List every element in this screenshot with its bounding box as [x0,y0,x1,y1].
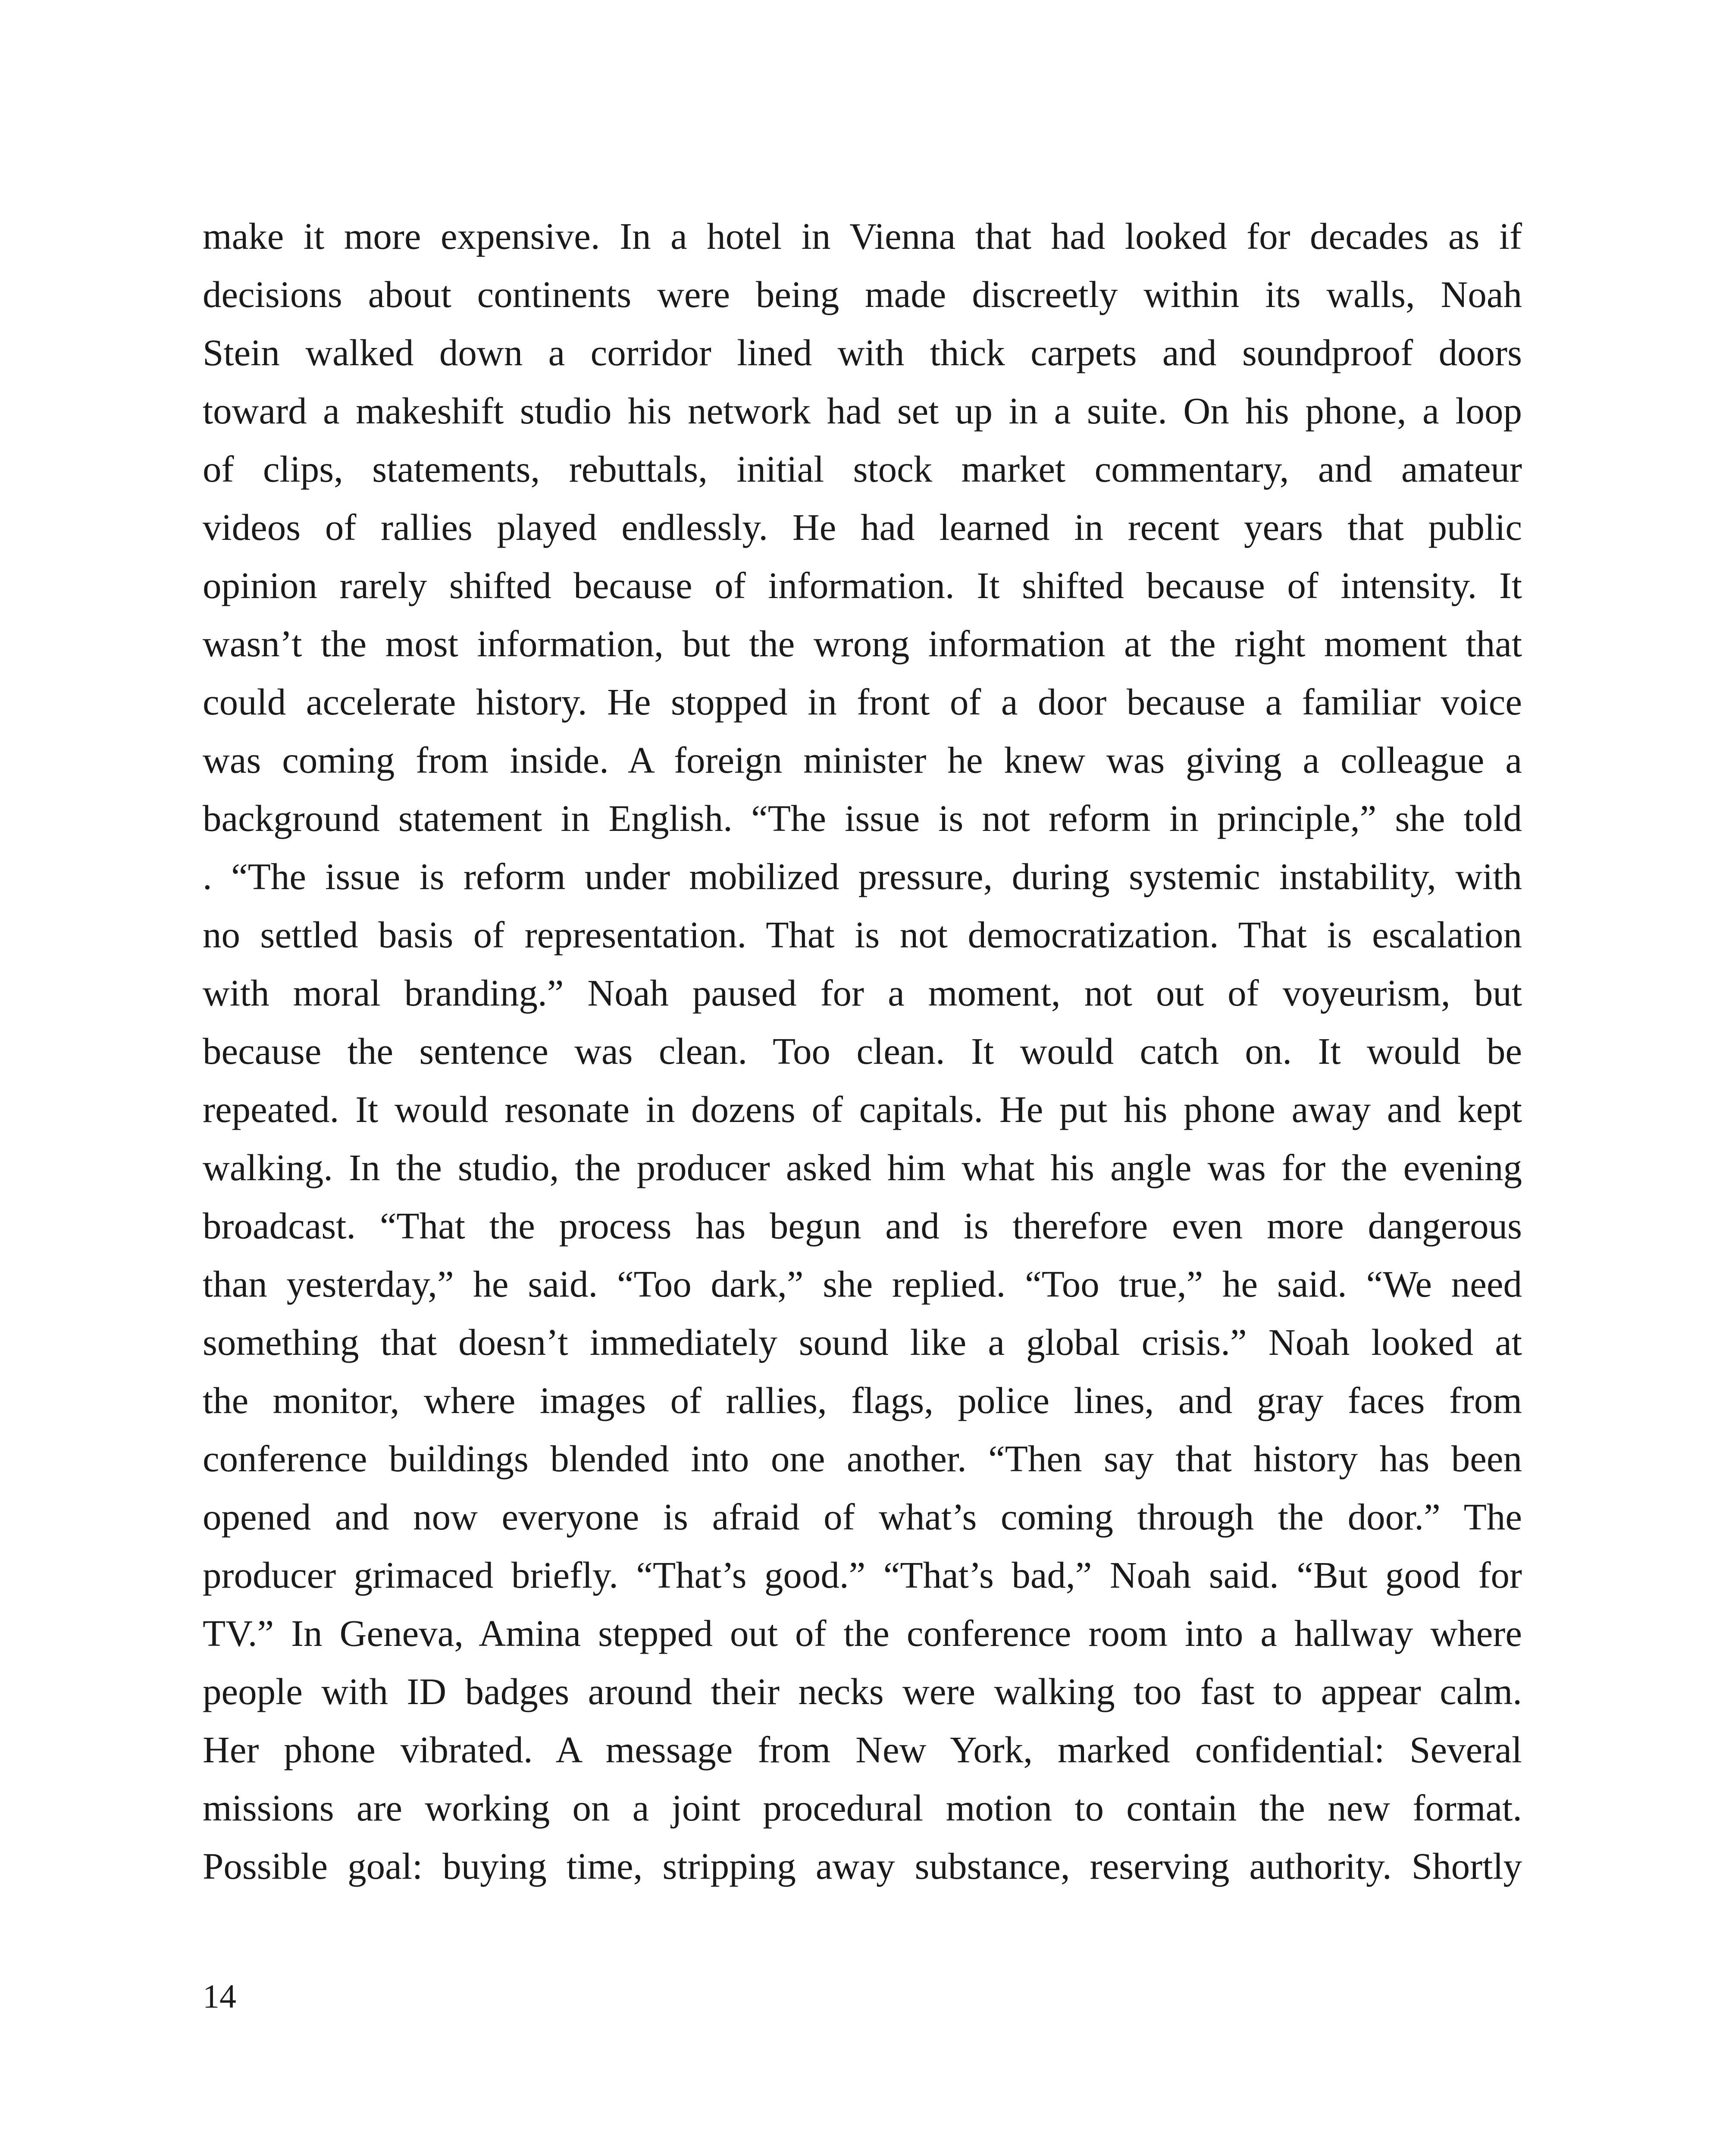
text-line: toward a makeshift studio his network had set up in a suite. On his phone, a loop [203,390,1522,432]
text-line: broadcast. “That the process has begun and is therefore even more dangerous [203,1205,1522,1247]
text-line: something that doesn’t immediately sound like a global crisis.” Noah looked at [203,1321,1522,1363]
text-line: videos of rallies played endlessly. He had learned in recent years that public [203,506,1522,548]
text-line: opinion rarely shifted because of information. It shifted because of intensity. It [203,564,1522,606]
text-line: the monitor, where images of rallies, flags, police lines, and gray faces from [203,1379,1522,1421]
text-line: walking. In the studio, the producer asked him what his angle was for the evening [203,1147,1522,1188]
text-line: . “The issue is reform under mobilized pressure, during systemic instability, with [203,856,1522,897]
text-line: conference buildings blended into one another. “Then say that history has been [203,1438,1522,1479]
text-line: no settled basis of representation. That is not democratization. That is escalation [203,914,1522,956]
text-line: with moral branding.” Noah paused for a moment, not out of voyeurism, but [203,972,1522,1014]
text-line: opened and now everyone is afraid of what’s coming through the door.” The [203,1496,1522,1538]
text-line: people with ID badges around their necks were walking too fast to appear calm. [203,1670,1522,1712]
text-line: Possible goal: buying time, stripping away substance, reserving authority. Shortly [203,1845,1522,1887]
text-line: of clips, statements, rebuttals, initial stock market commentary, and amateur [203,448,1522,490]
text-line: producer grimaced briefly. “That’s good.” “That’s bad,” Noah said. “But good for [203,1554,1522,1596]
text-line: because the sentence was clean. Too clean. It would catch on. It would be [203,1030,1522,1072]
text-line: TV.” In Geneva, Amina stepped out of the conference room into a hallway where [203,1612,1522,1654]
text-line: repeated. It would resonate in dozens of capitals. He put his phone away and kept [203,1088,1522,1130]
text-line: than yesterday,” he said. “Too dark,” she replied. “Too true,” he said. “We need [203,1263,1522,1305]
text-line: make it more expensive. In a hotel in Vienna that had looked for decades as if [203,215,1522,257]
text-line: Stein walked down a corridor lined with thick carpets and soundproof doors [203,332,1522,373]
text-line: Her phone vibrated. A message from New York, marked confidential: Several [203,1729,1522,1771]
body-text [203,207,1522,1895]
text-line: wasn’t the most information, but the wrong information at the right moment that [203,623,1522,664]
text-line: was coming from inside. A foreign minister he knew was giving a colleague a [203,739,1522,781]
page-number: 14 [203,1977,236,2015]
text-line: missions are working on a joint procedural motion to contain the new format. [203,1787,1522,1829]
text-line: background statement in English. “The issue is not reform in principle,” she told [203,797,1522,839]
text-line: decisions about continents were being made discreetly within its walls, Noah [203,273,1522,315]
text-line: could accelerate history. He stopped in front of a door because a familiar voice [203,681,1522,723]
